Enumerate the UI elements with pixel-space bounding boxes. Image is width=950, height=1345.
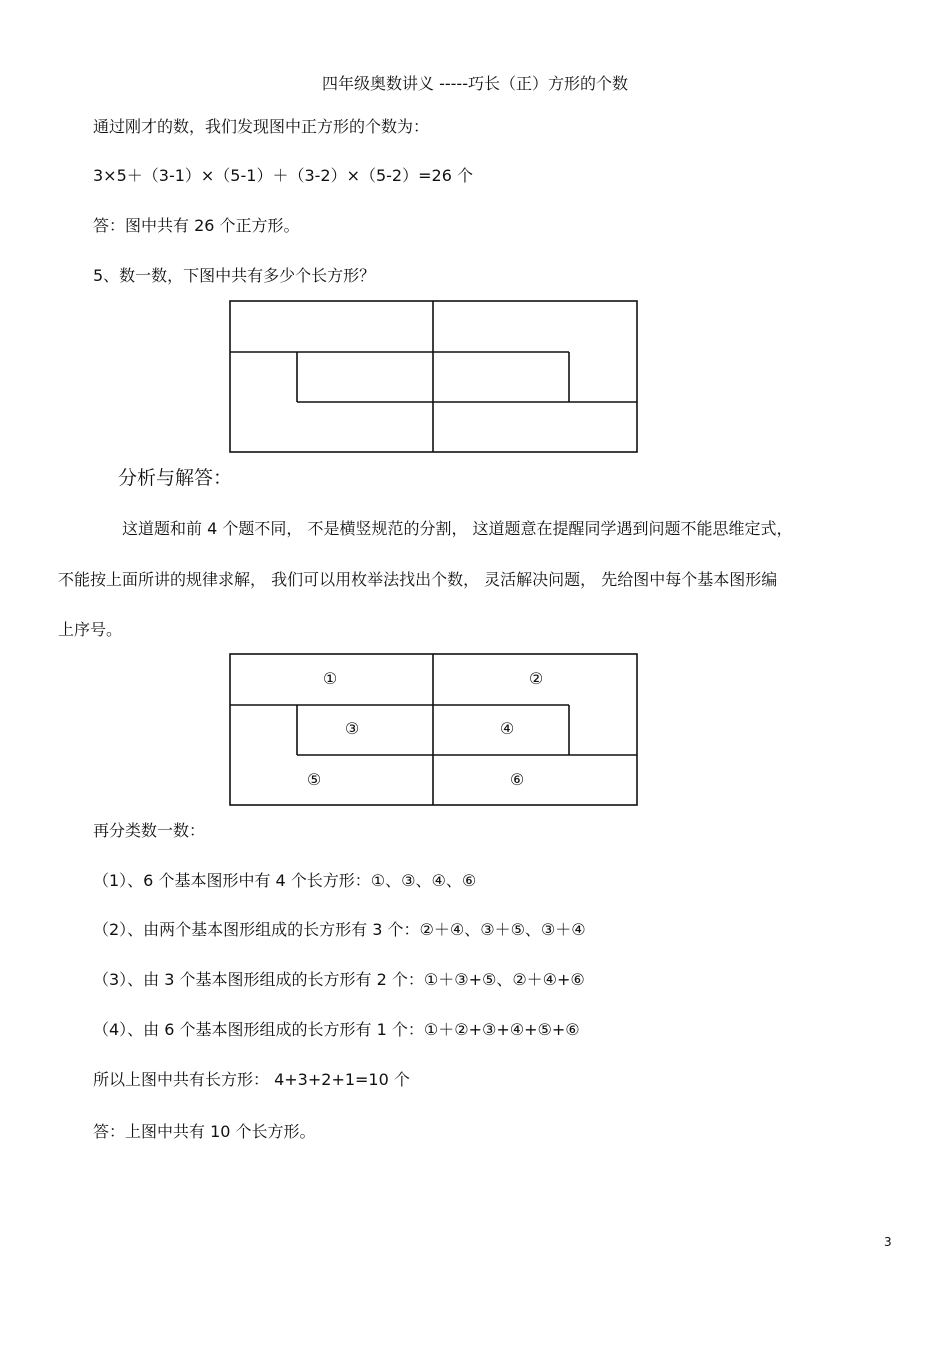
label-6: ⑥ — [509, 770, 525, 789]
intro-text: 通过刚才的数，我们发现图中正方形的个数为： — [93, 117, 430, 136]
label-4: ④ — [499, 719, 515, 738]
label-2: ② — [528, 669, 544, 688]
analysis-paragraph-line1: 这道题和前 4 个题不同， 不是横竖规范的分割， 这道题意在提醒同学遇到问题不能思维定式， — [122, 519, 793, 538]
total-summary: 所以上图中共有长方形： 4+3+2+1=10 个 — [93, 1070, 410, 1089]
label-3: ③ — [344, 719, 360, 738]
final-answer: 答：上图中共有 10 个长方形。 — [93, 1122, 316, 1141]
page-number: 3 — [884, 1235, 892, 1249]
counting-item: （3）、由 3 个基本图形组成的长方形有 2 个：①＋③+⑤、②＋④+⑥ — [93, 970, 585, 989]
square-answer: 答：图中共有 26 个正方形。 — [93, 216, 300, 235]
analysis-paragraph-line3: 上序号。 — [58, 620, 123, 639]
counting-item: （2）、由两个基本图形组成的长方形有 3 个：②＋④、③＋⑤、③＋④ — [93, 920, 586, 939]
label-5: ⑤ — [306, 770, 322, 789]
figure-rectangles — [228, 299, 640, 455]
problem-text: 5、数一数，下图中共有多少个长方形？ — [93, 266, 376, 285]
page-title: 四年级奥数讲义 -----巧长（正）方形的个数 — [322, 74, 628, 93]
counting-item: （4）、由 6 个基本图形组成的长方形有 1 个：①＋②+③+④+⑤+⑥ — [93, 1020, 580, 1039]
figure-rectangles-svg — [228, 299, 640, 455]
counting-item: （1）、6 个基本图形中有 4 个长方形：①、③、④、⑥ — [93, 871, 477, 890]
analysis-heading: 分析与解答： — [118, 467, 233, 489]
analysis-paragraph-line2: 不能按上面所讲的规律求解， 我们可以用枚举法找出个数， 灵活解决问题， 先给图中每个基本图形编 — [58, 570, 778, 589]
label-1: ① — [322, 669, 338, 688]
counting-intro: 再分类数一数： — [93, 821, 206, 840]
figure-labeled-rectangles — [228, 652, 640, 808]
square-count-formula: 3×5＋（3-1）×（5-1）＋（3-2）×（5-2）=26 个 — [93, 166, 473, 185]
figure-labeled-svg — [228, 652, 640, 808]
